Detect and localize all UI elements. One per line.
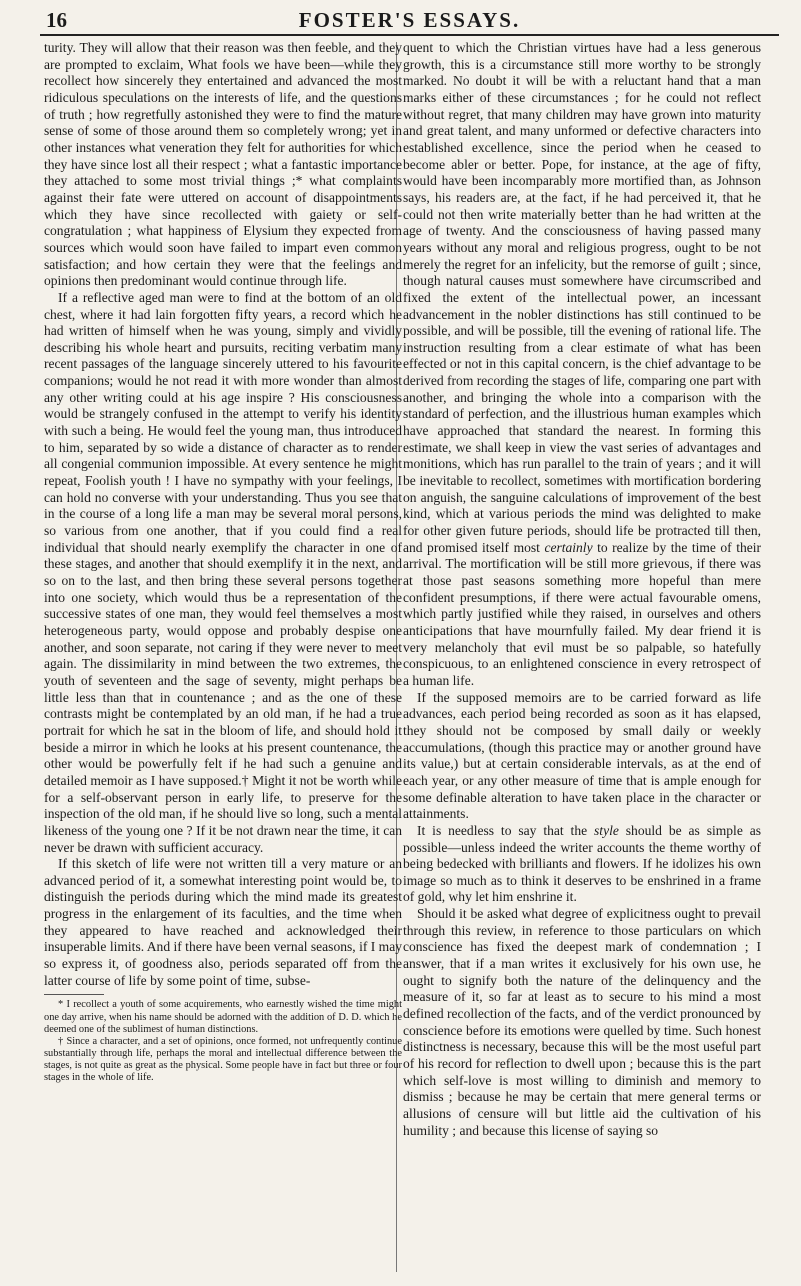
emphasis: style [594,822,619,838]
footnote-rule [44,994,104,995]
running-title: FOSTER'S ESSAYS. [298,8,521,32]
paragraph [403,823,761,906]
paragraph-text: It is needless to say that the [417,822,588,838]
page-header [40,6,779,36]
paragraph: If a reflective aged man were to find at the bottom of an old chest, where it had lain forgotten fifty years, a record which he had written of himself when he was young, simply and vividly describing his whole heart and pursuits, reciting verbatim many recent passages of the language sincerely uttered to his favourite companions; would he not read it with more wonder than almost any other writing could at his age inspire ? His consciousness would be strangely confused in the attempt to verify his identity with such a being. He would feel the young man, thus introduced to him, separated by so wide a distance of character as to render all congenial communion impossible. At every sentence he might repeat, Foolish youth ! I have no sympathy with your feelings, I can hold no converse with your understanding. Thus you see that in the course of a long life a man may be several moral persons, so various from one another, that if you could find a real individual that should nearly exemplify the character in one of these stages, and another that should exemplify it in the next, and so on to the last, and then bring these several persons together into one society, which would thus be a representation of the successive states of one man, they would feel themselves a most heterogeneous party, would oppose and probably despise one another, and soon separate, not caring if they were never to meet again. The dissimilarity in mind between the two extremes, the youth of seventeen and the sage of seventy, might perhaps be little less than that in countenance ; and as the one of these contrasts might be contemplated by an old man, if he had a true portrait for which he sat in the bloom of life, and should hold it beside a mirror in which he looks at his present countenance, the other would be powerfully felt if he had such a genuine and detailed memoir as I have supposed.† Might it not be worth while for a self-observant person in early life, to preserve for the inspection of the old man, if he should live so long, such a mental likeness of the young one ? If it be not drawn near the time, it can never be drawn with sufficient accuracy. [44,289,402,855]
page-number: 16 [46,8,67,32]
paragraph: turity. They will allow that their reason was then feeble, and they are prompted to exclaim, What fools we have been—while they recollect how sincerely they entertained and advanced the most ridiculous speculations on the interests of life, and the questions of truth ; how regretfully astonished they were to find the mature sense of some of those around them so completely wrong; yet in other instances what veneration they felt for authorities for which they have since lost all their respect ; what a fantastic importance they attached to some most trivial things ;* what complaints against their fate were uttered on account of disappointments which they have since recollected with gaiety or self-congratulation ; what happiness of Elysium they expected from sources which would soon have failed to impart even common satisfaction; and how certain they were that the feelings and opinions then predominant would continue through life. [44,40,402,289]
emphasis: certainly [544,539,593,555]
footnote: † Since a character, and a set of opinions, once formed, not unfrequently continue substantially through life, perhaps the moral and intellectual difference between the stages, is not quite as great as the physical. Some people have in fact but three or four stages in the whole of life. [44,1035,402,1083]
paragraph-text: to realize by the time of their arrival. The mortification will be still more grievous, if there was at those past seasons something more hopeful than mere confident presumptions, if there were actual favourable omens, which partly justified while they raised, in ourselves and others anticipations that have mournfully failed. My dear friend it is very melancholy that evil must be so palpable, so hatefully conspicuous, to an enlightened conscience in every retrospect of a human life. [403,539,762,688]
paragraph-text: quent to which the Christian virtues have had a less generous growth, this is a circumstance still more worthy to be strongly marked. No doubt it will be with a reluctant hand that a man marks either of these circumstances ; for he could not reflect without regret, that many children may have grown into maturity and great talent, and many unformed or defective characters into established excellence, since the period when he ceased to become abler or better. Pope, for instance, at the age of fifty, would have been incomparably more mortified than, as Johnson says, his readers are, at the fact, if he had perceived it, that he could not then write materially better than he had written at the age of twenty. And the consciousness of having passed many years without any moral and religious progress, ought to be not merely the regret for an infelicity, but the remorse of guilt ; since, though natural causes must somewhere have circumscribed and fixed the extent of the intellectual power, an incessant advancement in the nobler distinctions has still continued to be possible, and will be possible, till the evening of rational life. The instruction resulting from a clear estimate of what has been effected or not in this capital concern, is the chief advantage to be derived from recording the stages of life, comparing one part with another, and bringing the whole into a comparison with the standard of perfection, and the illustrious human examples which have approached that standard the nearest. In forming this estimate, we shall keep in view the vast series of advantages and monitions, which has run parallel to the train of years ; and it will be inevitable to recollect, sometimes with mortification bordering on anguish, the sanguine calculations of improvement of the best kind, which at various periods the mind was delighted to make for other given future periods, should life be protracted till then, and promised itself most [403,40,761,555]
left-column [44,40,402,1084]
footnote: * I recollect a youth of some acquirements, who earnestly wished the time might one day arrive, when his name should be adorned with the addition of D. D. which he deemed one of the sublimest of human distinctions. [44,999,402,1035]
paragraph-text: should be as simple as possible—unless indeed the writer accounts the theme worthy of being bedecked with brilliants and flowers. If he idolizes his own image so much as to think it deserves to be enshrined in a frame of gold, why let him enshrine it. [403,822,762,905]
paragraph: If the supposed memoirs are to be carried forward as life advances, each period being recorded as soon as it has elapsed, they should not be composed by small daily or weekly accumulations, (though this practice may or another ground have its value,) but at certain considerable intervals, as at the end of each year, or any other measure of time that is ample enough for some definable alteration to have taken place in the character or attainments. [403,689,761,822]
paragraph: Should it be asked what degree of explicitness ought to prevail through this review, in reference to those particulars on which conscience has fixed the deepest mark of condemnation ; I answer, that if a man writes it exclusively for his own use, he ought to signify both the nature of the delinquency and the measure of it, so far at least as to secure to his mind a most defined recollection of the facts, and of the verdict pronounced by conscience before its emotions were quelled by time. Such honest distinctness is necessary, because this will be the most useful part of his record for reflection to dwell upon ; because this is the part which self-love is most willing to diminish and memory to dismiss ; because he may be certain that mere general terms or allusions of censure will but little aid the cultivation of his humility ; and because this license of saying so [403,906,761,1138]
paragraph: If this sketch of life were not written till a very mature or an advanced period of it, a somewhat interesting point would be, to distinguish the periods during which the mind made its greatest progress in the enlargement of its faculties, and the time when they appeared to have reached and acknowledged their insuperable limits. And if there have been vernal seasons, if I may so express it, of goodness also, periods separated off from the latter course of life by some point of time, subse- [44,856,402,988]
paragraph [403,40,761,690]
right-column [403,40,761,1139]
